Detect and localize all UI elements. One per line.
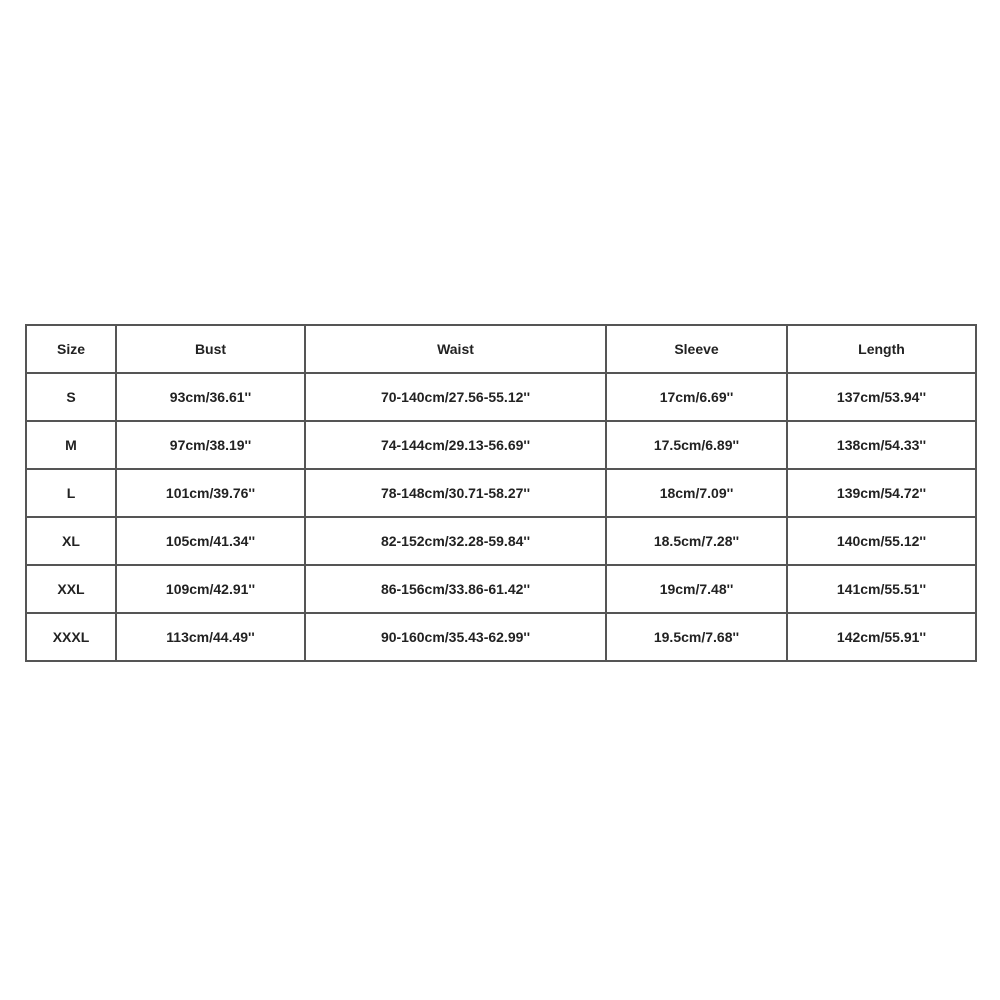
cell-waist: 90-160cm/35.43-62.99''	[305, 613, 606, 661]
cell-sleeve: 18.5cm/7.28''	[606, 517, 787, 565]
cell-size: XXL	[26, 565, 116, 613]
cell-waist: 86-156cm/33.86-61.42''	[305, 565, 606, 613]
cell-sleeve: 19.5cm/7.68''	[606, 613, 787, 661]
cell-size: L	[26, 469, 116, 517]
cell-length: 139cm/54.72''	[787, 469, 976, 517]
cell-size: M	[26, 421, 116, 469]
cell-sleeve: 19cm/7.48''	[606, 565, 787, 613]
cell-bust: 109cm/42.91''	[116, 565, 305, 613]
cell-length: 138cm/54.33''	[787, 421, 976, 469]
header-sleeve: Sleeve	[606, 325, 787, 373]
cell-sleeve: 17.5cm/6.89''	[606, 421, 787, 469]
cell-length: 140cm/55.12''	[787, 517, 976, 565]
cell-bust: 105cm/41.34''	[116, 517, 305, 565]
cell-sleeve: 18cm/7.09''	[606, 469, 787, 517]
table-row	[26, 517, 976, 565]
table-row	[26, 565, 976, 613]
cell-size: S	[26, 373, 116, 421]
header-size: Size	[26, 325, 116, 373]
cell-waist: 74-144cm/29.13-56.69''	[305, 421, 606, 469]
cell-length: 137cm/53.94''	[787, 373, 976, 421]
cell-size: XL	[26, 517, 116, 565]
table-row	[26, 373, 976, 421]
table-row	[26, 469, 976, 517]
header-length: Length	[787, 325, 976, 373]
cell-waist: 78-148cm/30.71-58.27''	[305, 469, 606, 517]
table-row	[26, 421, 976, 469]
cell-waist: 82-152cm/32.28-59.84''	[305, 517, 606, 565]
cell-bust: 97cm/38.19''	[116, 421, 305, 469]
cell-sleeve: 17cm/6.69''	[606, 373, 787, 421]
size-chart-table	[25, 324, 977, 662]
table-row	[26, 613, 976, 661]
cell-size: XXXL	[26, 613, 116, 661]
cell-bust: 101cm/39.76''	[116, 469, 305, 517]
size-chart-header	[26, 325, 976, 373]
header-waist: Waist	[305, 325, 606, 373]
cell-length: 141cm/55.51''	[787, 565, 976, 613]
cell-length: 142cm/55.91''	[787, 613, 976, 661]
cell-waist: 70-140cm/27.56-55.12''	[305, 373, 606, 421]
cell-bust: 113cm/44.49''	[116, 613, 305, 661]
header-row	[26, 325, 976, 373]
size-chart-body	[26, 373, 976, 661]
cell-bust: 93cm/36.61''	[116, 373, 305, 421]
header-bust: Bust	[116, 325, 305, 373]
